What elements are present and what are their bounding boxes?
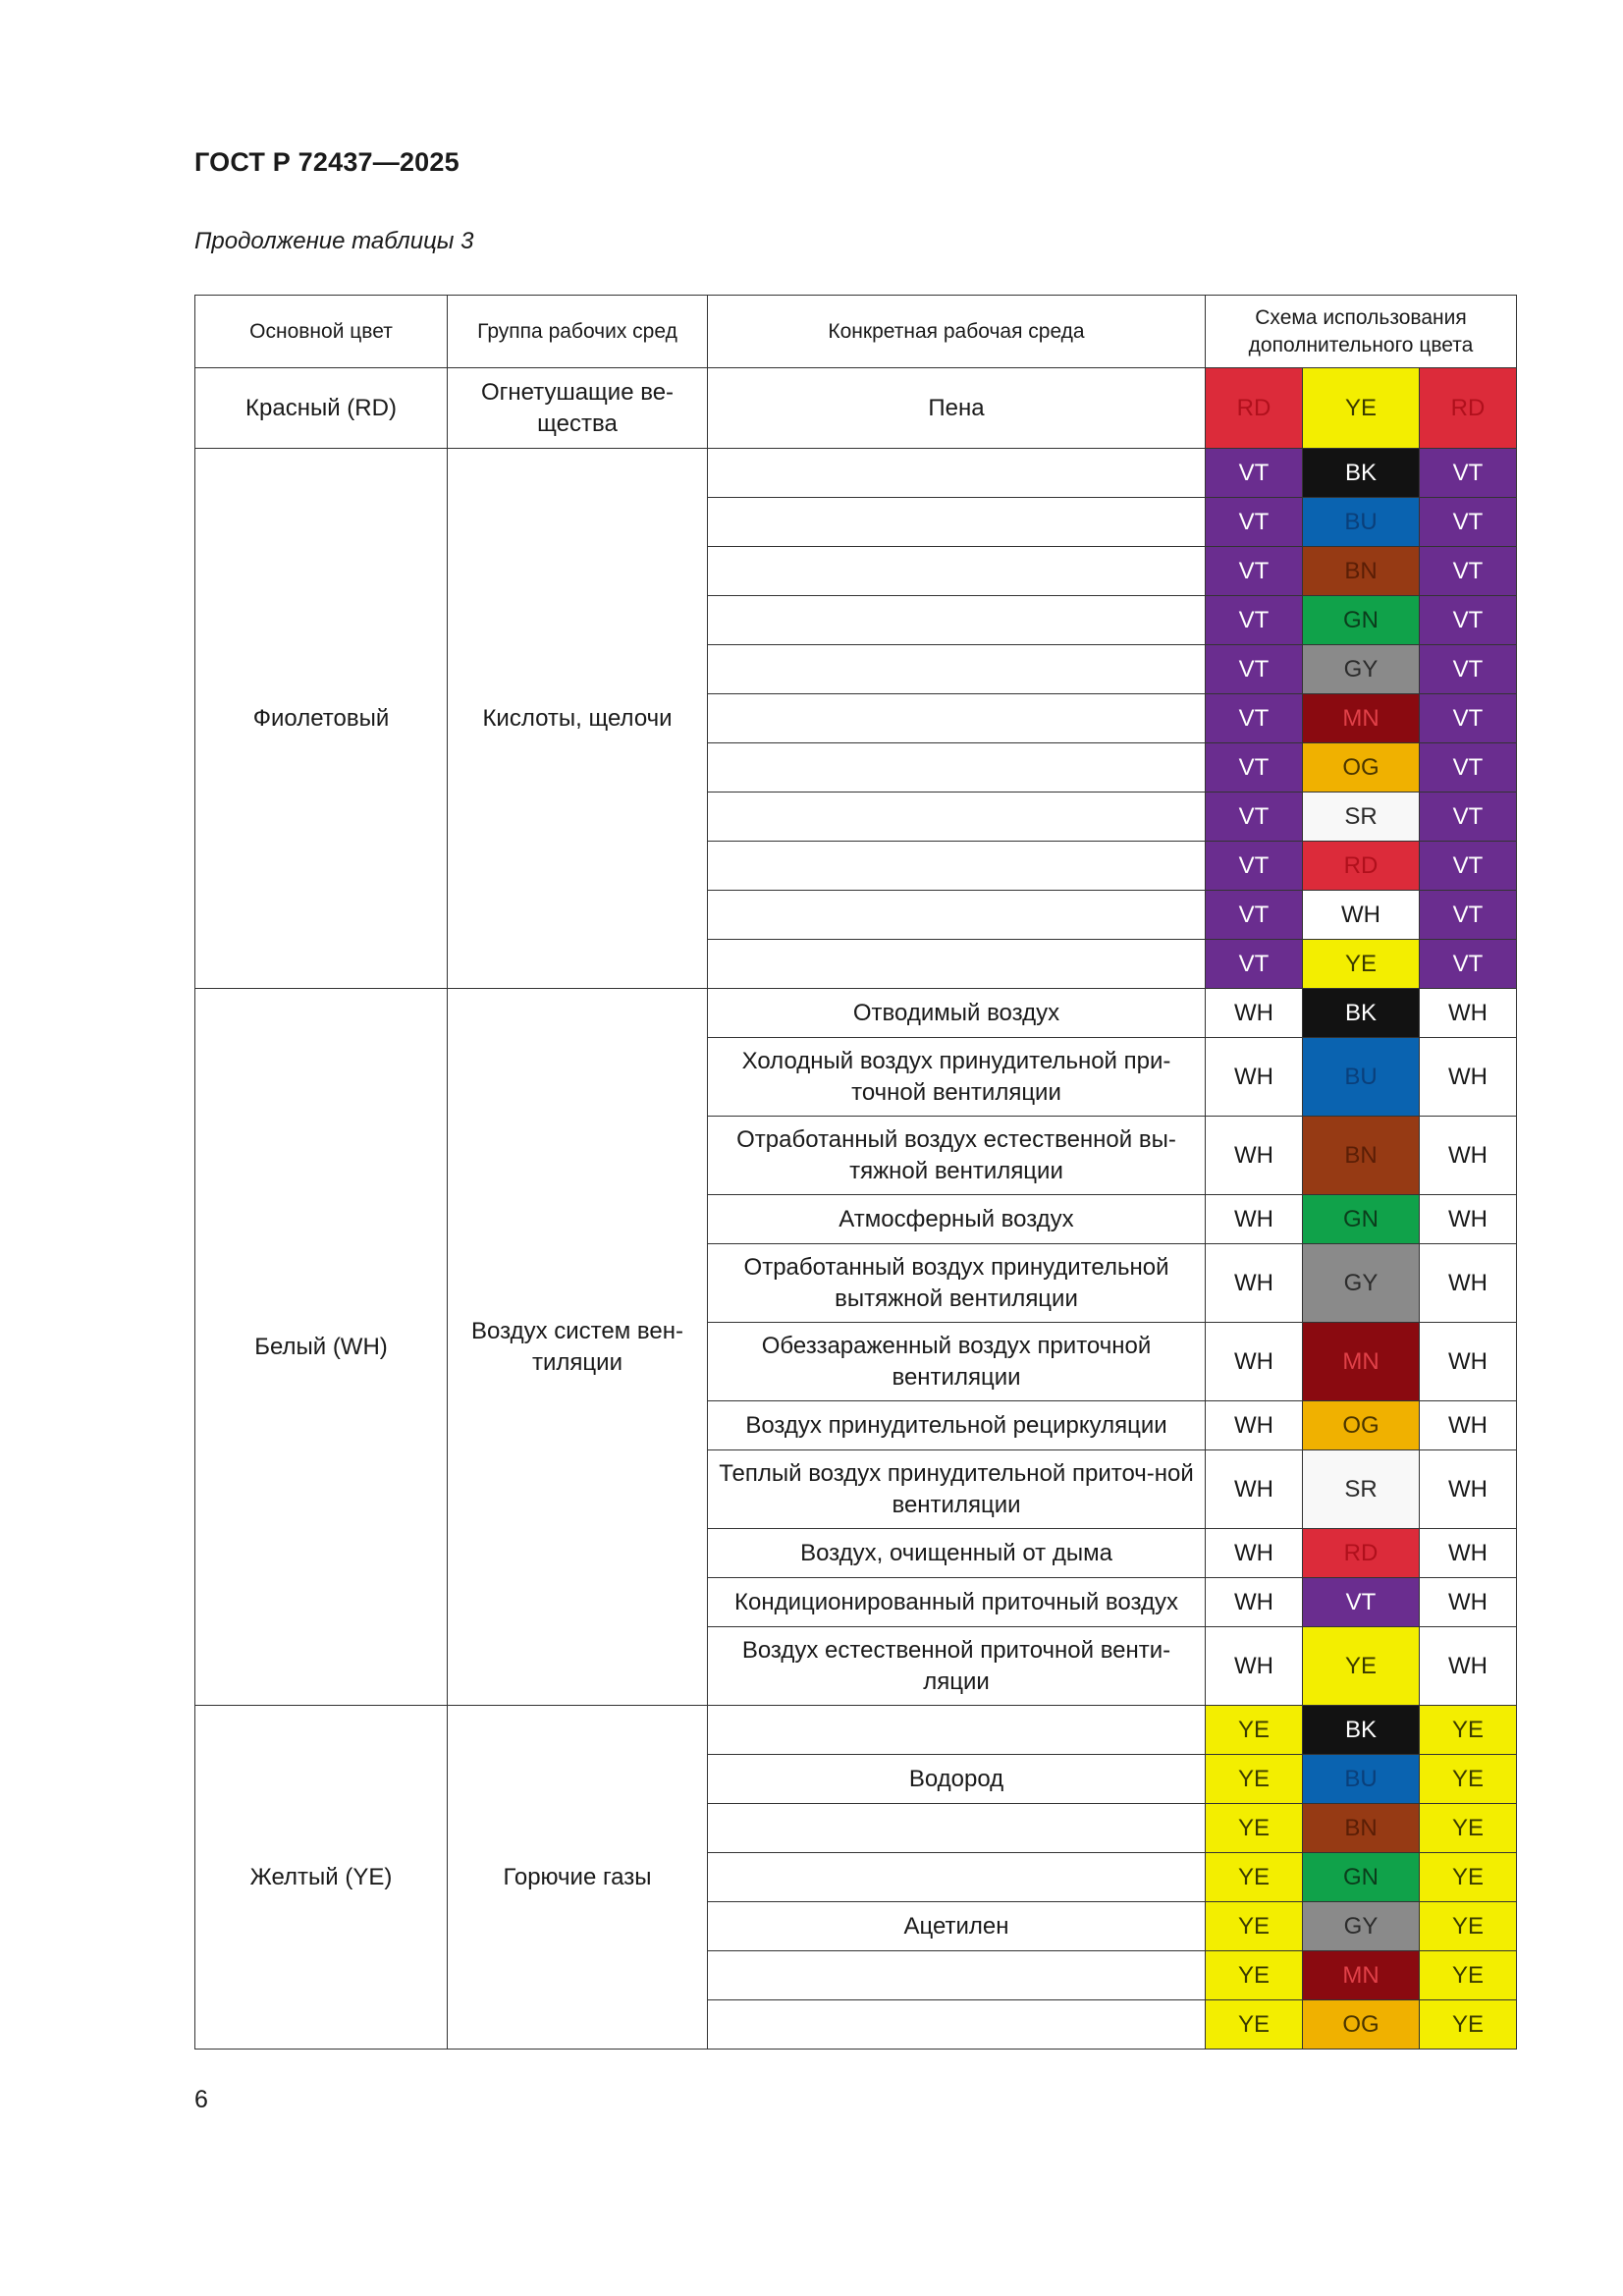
color-swatch-wh: WH <box>1420 1578 1517 1627</box>
table-body <box>195 368 1517 2050</box>
color-swatch-ye: YE <box>1303 1627 1420 1706</box>
medium-cell <box>708 743 1206 793</box>
medium-cell: Пена <box>708 368 1206 449</box>
color-swatch-og: OG <box>1303 1401 1420 1450</box>
color-swatch-gn: GN <box>1303 1195 1420 1244</box>
color-swatch-vt: VT <box>1206 694 1303 743</box>
color-swatch-bk: BK <box>1303 1706 1420 1755</box>
color-swatch-wh: WH <box>1206 1578 1303 1627</box>
base-color-cell: Желтый (YE) <box>195 1706 448 2050</box>
color-swatch-vt: VT <box>1420 743 1517 793</box>
color-swatch-rd: RD <box>1420 368 1517 449</box>
color-swatch-wh: WH <box>1303 891 1420 940</box>
color-swatch-vt: VT <box>1206 891 1303 940</box>
color-swatch-wh: WH <box>1206 1401 1303 1450</box>
base-color-cell: Белый (WH) <box>195 989 448 1706</box>
medium-cell <box>708 449 1206 498</box>
medium-cell: Воздух принудительной рециркуляции <box>708 1401 1206 1450</box>
medium-cell <box>708 596 1206 645</box>
medium-cell: Теплый воздух принудительной приточ-ной вентиляции <box>708 1450 1206 1529</box>
base-color-cell: Фиолетовый <box>195 449 448 989</box>
header-base-color: Основной цвет <box>195 296 448 368</box>
color-swatch-bu: BU <box>1303 1038 1420 1117</box>
color-swatch-sr: SR <box>1303 1450 1420 1529</box>
table-row <box>195 989 1517 1038</box>
color-swatch-gy: GY <box>1303 1902 1420 1951</box>
color-swatch-vt: VT <box>1420 793 1517 842</box>
medium-cell: Отработанный воздух принудительной вытяжной вентиляции <box>708 1244 1206 1323</box>
header-medium: Конкретная рабочая среда <box>708 296 1206 368</box>
color-swatch-wh: WH <box>1206 1627 1303 1706</box>
color-swatch-vt: VT <box>1206 645 1303 694</box>
color-swatch-wh: WH <box>1420 1038 1517 1117</box>
color-swatch-vt: VT <box>1206 449 1303 498</box>
color-swatch-wh: WH <box>1420 1117 1517 1195</box>
color-swatch-vt: VT <box>1420 694 1517 743</box>
color-swatch-vt: VT <box>1206 547 1303 596</box>
color-swatch-ye: YE <box>1303 940 1420 989</box>
color-swatch-wh: WH <box>1206 1117 1303 1195</box>
color-swatch-vt: VT <box>1420 498 1517 547</box>
medium-cell <box>708 891 1206 940</box>
color-swatch-wh: WH <box>1206 1195 1303 1244</box>
header-group: Группа рабочих сред <box>448 296 708 368</box>
color-swatch-ye: YE <box>1206 1902 1303 1951</box>
color-swatch-bu: BU <box>1303 1755 1420 1804</box>
color-swatch-rd: RD <box>1303 842 1420 891</box>
color-swatch-ye: YE <box>1420 1804 1517 1853</box>
color-swatch-ye: YE <box>1420 1706 1517 1755</box>
medium-cell <box>708 547 1206 596</box>
color-swatch-wh: WH <box>1420 1450 1517 1529</box>
color-swatch-vt: VT <box>1420 842 1517 891</box>
color-swatch-wh: WH <box>1420 1244 1517 1323</box>
medium-cell <box>708 1853 1206 1902</box>
color-swatch-vt: VT <box>1420 645 1517 694</box>
color-swatch-bn: BN <box>1303 1804 1420 1853</box>
header-scheme: Схема использования дополнительного цвета <box>1206 296 1517 368</box>
color-swatch-bn: BN <box>1303 1117 1420 1195</box>
color-swatch-mn: MN <box>1303 1323 1420 1401</box>
color-swatch-vt: VT <box>1206 842 1303 891</box>
color-swatch-ye: YE <box>1206 2000 1303 2050</box>
medium-cell: Ацетилен <box>708 1902 1206 1951</box>
color-swatch-gn: GN <box>1303 1853 1420 1902</box>
table-caption: Продолжение таблицы 3 <box>194 228 474 254</box>
color-swatch-vt: VT <box>1420 891 1517 940</box>
medium-cell: Отводимый воздух <box>708 989 1206 1038</box>
color-swatch-ye: YE <box>1420 1755 1517 1804</box>
table-row <box>195 368 1517 449</box>
medium-cell <box>708 1951 1206 2000</box>
color-swatch-gn: GN <box>1303 596 1420 645</box>
color-swatch-wh: WH <box>1420 1627 1517 1706</box>
color-swatch-gy: GY <box>1303 645 1420 694</box>
medium-cell <box>708 2000 1206 2050</box>
color-swatch-wh: WH <box>1206 1529 1303 1578</box>
color-swatch-vt: VT <box>1206 498 1303 547</box>
group-cell: Кислоты, щелочи <box>448 449 708 989</box>
color-swatch-vt: VT <box>1206 743 1303 793</box>
color-swatch-ye: YE <box>1420 1951 1517 2000</box>
color-swatch-bu: BU <box>1303 498 1420 547</box>
color-swatch-vt: VT <box>1420 596 1517 645</box>
color-swatch-vt: VT <box>1206 596 1303 645</box>
table-row <box>195 1706 1517 1755</box>
medium-cell: Холодный воздух принудительной при-точной вентиляции <box>708 1038 1206 1117</box>
color-swatch-wh: WH <box>1420 1401 1517 1450</box>
color-swatch-wh: WH <box>1420 989 1517 1038</box>
color-swatch-bn: BN <box>1303 547 1420 596</box>
medium-cell <box>708 694 1206 743</box>
medium-cell <box>708 842 1206 891</box>
medium-cell: Водород <box>708 1755 1206 1804</box>
color-swatch-ye: YE <box>1206 1804 1303 1853</box>
medium-cell <box>708 498 1206 547</box>
color-swatch-wh: WH <box>1206 1450 1303 1529</box>
color-swatch-gy: GY <box>1303 1244 1420 1323</box>
color-swatch-ye: YE <box>1206 1755 1303 1804</box>
color-swatch-vt: VT <box>1303 1578 1420 1627</box>
group-cell: Воздух систем вен-тиляции <box>448 989 708 1706</box>
color-swatch-wh: WH <box>1420 1529 1517 1578</box>
medium-cell: Воздух, очищенный от дыма <box>708 1529 1206 1578</box>
color-swatch-wh: WH <box>1206 1244 1303 1323</box>
color-swatch-wh: WH <box>1206 989 1303 1038</box>
medium-cell: Атмосферный воздух <box>708 1195 1206 1244</box>
page-number: 6 <box>194 2086 208 2113</box>
color-swatch-ye: YE <box>1206 1853 1303 1902</box>
medium-cell <box>708 793 1206 842</box>
color-scheme-table <box>194 295 1517 2050</box>
color-swatch-vt: VT <box>1206 793 1303 842</box>
color-swatch-wh: WH <box>1420 1323 1517 1401</box>
table-header-row <box>195 296 1517 368</box>
group-cell: Горючие газы <box>448 1706 708 2050</box>
color-swatch-ye: YE <box>1206 1951 1303 2000</box>
medium-cell: Отработанный воздух естественной вы-тяжной вентиляции <box>708 1117 1206 1195</box>
color-swatch-vt: VT <box>1420 449 1517 498</box>
color-swatch-vt: VT <box>1206 940 1303 989</box>
color-swatch-vt: VT <box>1420 547 1517 596</box>
color-swatch-ye: YE <box>1303 368 1420 449</box>
color-swatch-og: OG <box>1303 743 1420 793</box>
document-header: ГОСТ Р 72437—2025 <box>194 147 460 177</box>
color-swatch-mn: MN <box>1303 1951 1420 2000</box>
color-swatch-bk: BK <box>1303 989 1420 1038</box>
color-swatch-bk: BK <box>1303 449 1420 498</box>
color-swatch-wh: WH <box>1420 1195 1517 1244</box>
color-swatch-wh: WH <box>1206 1038 1303 1117</box>
color-swatch-vt: VT <box>1420 940 1517 989</box>
color-swatch-sr: SR <box>1303 793 1420 842</box>
table-row <box>195 449 1517 498</box>
color-swatch-rd: RD <box>1206 368 1303 449</box>
medium-cell: Кондиционированный приточный воздух <box>708 1578 1206 1627</box>
medium-cell <box>708 940 1206 989</box>
color-swatch-og: OG <box>1303 2000 1420 2050</box>
group-cell: Огнетушащие ве-щества <box>448 368 708 449</box>
color-swatch-rd: RD <box>1303 1529 1420 1578</box>
base-color-cell: Красный (RD) <box>195 368 448 449</box>
color-swatch-ye: YE <box>1420 1853 1517 1902</box>
medium-cell <box>708 645 1206 694</box>
medium-cell <box>708 1706 1206 1755</box>
color-swatch-ye: YE <box>1206 1706 1303 1755</box>
color-swatch-ye: YE <box>1420 1902 1517 1951</box>
color-swatch-wh: WH <box>1206 1323 1303 1401</box>
medium-cell: Воздух естественной приточной венти-ляции <box>708 1627 1206 1706</box>
medium-cell: Обеззараженный воздух приточной вентиляции <box>708 1323 1206 1401</box>
color-swatch-ye: YE <box>1420 2000 1517 2050</box>
medium-cell <box>708 1804 1206 1853</box>
color-swatch-mn: MN <box>1303 694 1420 743</box>
